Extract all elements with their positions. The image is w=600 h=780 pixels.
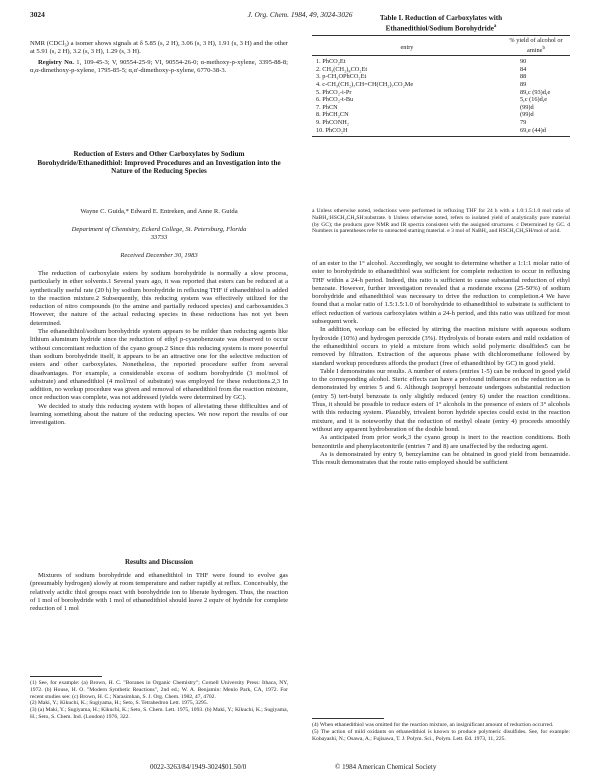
footnote-divider (30, 676, 102, 677)
table-cell-yield: 90 (520, 58, 527, 66)
table-cell-yield: (99)d (520, 103, 534, 111)
table-cell-entry: 1. PhCO₂Et (316, 58, 346, 66)
article-authors: Wayne C. Guida,* Edward E. Entreken, and Anne R. Guida (80, 208, 238, 215)
table-cell-entry: 9. PhCONH₂ (316, 119, 349, 127)
table-1 (312, 35, 570, 137)
table-header-row (312, 36, 570, 54)
table-cell-entry: 3. p-CH₃OPhCO₂Et (316, 73, 367, 81)
table-cell-entry: 5. PhCO₂-i-Pr (316, 88, 352, 96)
body-paragraph: As anticipated from prior work,3 the cyano group is inert to the reaction conditions. Both benzonitrile and phenylacetonitrile (entries 7 and 8) are unaffected by the reducing agent. (312, 434, 570, 450)
table-header-entry: entry (400, 44, 414, 51)
results-body (30, 572, 288, 613)
table-cell-yield: 88 (520, 73, 527, 81)
footnote: (2) Maki, Y.; Kikuchi, K.; Sugiyama, H.; Seto, S. Tetrahedron Lett. 1975, 3295. (30, 700, 209, 707)
table-caption (312, 14, 570, 33)
footnote: (5) The action of mild oxidants on ethanedithiol is known to produce polymeric disulfides. See, for example: Kobayashi, N.; Osawa, A.; Fujisawa, T. J. Polym. Sci., Polym. Lett. Ed. 1973, 11, 225. (312, 728, 570, 742)
table-header-rule (312, 55, 570, 56)
table-1-grid (312, 36, 570, 54)
footnote: (3) (a) Maki, Y.; Sugiyama, H.; Kikuchi, K.; Seto, S. Chem. Lett. 1975, 1093. (b) Maki, Y.; Kikuchi, K.; Sugiyama, H.; Seto, S. Chem. Ind. (London) 1976, 322. (30, 707, 288, 720)
table-header-yield: % yield of alcohol or amine$^b$ (509, 37, 563, 54)
table-bottom-rule (312, 136, 570, 137)
intro-paragraph: The ethanedithiol/sodium borohydride system appears to be milder than reducing agents like lithium aluminum hydride since the reduction of ethyl p-cyanobenzoate was observed to occur without concomitant reduction of the cyano group.2 Since this reducing system is more powerful than sodium borohydride itself, it appears to be an attractive one for the selective reduction of esters and other carboxylates. Nonetheless, the reported procedure suffer from several disadvantages. For example, a considerable excess of sodium borohydride (3 mol/mol of substrate) and ethanedithiol (4 mol/mol of substrate) was employed for these reductions.2,3 In addition, no workup procedure was given and removal of ethanedithiol from the reaction mixture, once reduction was complete, was not addressed (yields were determined by GC). (30, 328, 288, 402)
table-cell-entry: 7. PhCN (316, 103, 338, 111)
registry-label: Registry No. (38, 58, 74, 66)
table-cell-entry: 8. PhCH₂CN (316, 111, 349, 119)
table-cell-yield: (99)d (520, 111, 534, 119)
table-row (312, 111, 570, 119)
table-caption-line1: Table I. Reduction of Carboxylates with (379, 14, 503, 22)
table-row (312, 119, 570, 127)
registry-numbers (30, 59, 288, 76)
introduction-body (30, 270, 288, 428)
table-caption-line2: Ethanedithiol/Sodium Borohydride$^a$ (385, 23, 497, 32)
table-cell-entry: 2. CH₃(CH₂)₈CO₂Et (316, 65, 368, 73)
nmr-text: NMR (CDCl₃) a isomer shows signals at δ 5.85 (s, 2 H), 3.06 (s, 3 H), 1.91 (s, 3 H) and the other at 5.91 (s, 2 H), 3.2 (s, 3 H), 1.29 (s, 3 H). (30, 40, 288, 56)
article-title: Reduction of Esters and Other Carboxylates by Sodium Borohydride/Ethanedithiol: Improved Procedures and an Investigation into the Nature of the Reducing Species (37, 150, 281, 176)
footnote-divider-right (312, 718, 384, 719)
table-cell-entry: 10. PhCO₂H (316, 126, 348, 134)
table-row (312, 73, 570, 81)
body-paragraph: As is demonstrated by entry 9, benzylamine can be obtained in good yield from benzamide. This result demonstrates that the route ratio employed should be sufficient (312, 450, 570, 467)
footnotes-right (312, 722, 570, 742)
results-paragraph: Mixtures of sodium borohydride and ethanedithiol in THF were found to evolve gas (presumably hydrogen) slowly at room temperature and rather rapidly at reflux. Conceivably, the relatively acidic thiol groups react with borohydride ion to liberate hydrogen. Thus, the reaction of 1 mol of borohydride with 1 mol of ethanedithiol should leave 2 equiv of hydride for complete reduction of 1 mol (30, 572, 288, 613)
previous-article-tail (30, 40, 288, 75)
table-cell-yield: 69,e (44)d (520, 126, 546, 134)
intro-paragraph: The reduction of carboxylate esters by sodium borohydride is normally a slow process, particularly in ether solvents.1 Several years ago, it was reported that esters can be reduced at a synthetically useful rate (20 h) by sodium borohydride in refluxing THF if ethanedithiol is added to the reaction mixture.2 Subsequently, this reducing system was effectively utilized for the reduction of nitro compounds (to the amine and partially reduced species) and carboxamides.3 However, the nature of the actual reducing species in these reductions has not yet been determined. (30, 270, 288, 327)
table-row (312, 127, 570, 135)
registry-text: 1, 109-45-3; V, 90554-25-9; VI, 90554-26-0; α-methoxy-p-xylene, 3395-88-8; α,α-dimethoxy-p-xylene, 1795-85-5; α,α'-dimethoxy-p-xylene, 6770-38-3. (30, 58, 288, 74)
footnote: (4) When ethanedithiol was omitted for the reaction mixture, an insignificant amount of reduction occurred. (312, 722, 554, 728)
table-cell-yield: 79 (520, 119, 527, 127)
body-paragraph: of an ester to the 1° alcohol. Accordingly, we sought to determine whether a 1:1:1 molar ratio of ester to borohydride to ethanedithiol was sufficient for complete reduction to occur in refluxing THF within a 24-h period. Indeed, this ratio is sufficient to cause substantial reduction of ethyl benzoate. However, further investigation revealed that a moderate excess (25-50%) of sodium borohydride and ethanedithiol was necessary to drive the reduction to completion.4 We have found that a molar ratio of 1.5:1.5:1.0 of borohydride to ethanedithiol to substrate is sufficient to effect reduction of various carboxylates within a 24-h period, and this ratio was utilized for most subsequent work. (312, 260, 570, 326)
received-date: Received December 30, 1983 (120, 252, 198, 259)
article-affiliation: Department of Chemistry, Eckerd College, St. Petersburg, Florida 33733 (71, 226, 247, 242)
table-cell-yield: 84 (520, 65, 527, 73)
table-cell-yield: 5,c (16)d,e (520, 96, 548, 104)
table-row (312, 89, 570, 97)
body-paragraph: In addition, workup can be effected by stirring the reaction mixture with aqueous sodium hydroxide (10%) and hydrogen peroxide (3%). Hydrolysis of borate esters and mild oxidation of the ethanedithiol occurs to yield a mixture from which solid polymeric disulfides5 can be removed by filtration. Extraction of the aqueous phase with dichloromethane followed by standard workup procedures affords the product (free of ethanedithiol by GC) in good yield. (312, 326, 570, 367)
table-row (312, 66, 570, 74)
table-row (312, 96, 570, 104)
table-row (312, 104, 570, 112)
table-notes: a Unless otherwise noted, reductions were performed in refluxing THF for 24 h with a 1.0:1.5:1.0 mol ratio of NaBH₄:HSCH₂CH₂SH:substrate. b Unless otherwise noted, refers to isolated yield of analytically pure material (by GC); the products gave NMR and IR spectra consistent with the assigned structures. c Determined by GC. d Numbers in parentheses refer to unreacted starting material. e 3 mol of NaBH₄ and HSCH₂CH₂SH/mol of acid. (312, 208, 570, 235)
footnote: (1) See, for example: (a) Brown, H. C. "Boranes in Organic Chemistry"; Cornell University Press: Ithaca, NY, 1972. (b) House, H. O. "Modern Synthetic Reactions", 2nd ed.; W. A. Benjamin: Menlo Park, CA, 1972. For recent studies see: (c) Brown, H. C.; Narasimhan, S. J. Org. Chem. 1982, 47, 4702. (30, 680, 288, 700)
table-cell-yield: 89 (520, 81, 527, 89)
journal-citation: J. Org. Chem. 1984, 49, 3024-3026 (247, 10, 353, 19)
table-cell-entry: 6. PhCO₂-t-Bu (316, 96, 354, 104)
page-number: 3024 (30, 10, 45, 19)
table-cell-entry: 4. c-CH₃(CH₂)₇CH=CH(CH₂)₇CO₂Me (316, 81, 414, 89)
table-1-body (312, 58, 570, 134)
table-row (312, 58, 570, 66)
article-code: 0022-3263/84/1949-3024$01.50/0 (150, 763, 247, 771)
footnotes-left (30, 680, 288, 721)
section-heading: Results and Discussion (124, 558, 194, 566)
copyright: © 1984 American Chemical Society (335, 763, 437, 771)
table-cell-yield: 89,c (93)d,e (520, 88, 551, 96)
intro-paragraph: We decided to study this reducing system with hopes of alleviating these difficulties and of learning something about the nature of the reducing species. We now report the results of our investigation. (30, 402, 288, 427)
right-column-body (312, 260, 570, 467)
body-paragraph: Table I demonstrates our results. A number of esters (entries 1-5) can be reduced in good yield to the corresponding alcohol. Steric effects can have a profound influence on the reduction as is demonstrated by entries 5 and 6. Although isopropyl benzoate undergoes substantial reduction (entry 5) tert-butyl benzoate is only slightly reduced (entry 6) under the reaction conditions. Thus, it should be possible to reduce esters of 1° alcohols in the presence of esters of 3° alcohols with this reducing system. Plausibly, trivalent boron hydride species could exist in the reaction mixture, and it is noteworthy that the reduction of methyl oleate (entry 4) proceeds smoothly without any apparent hydroboration of the double bond. (312, 367, 570, 433)
table-row (312, 81, 570, 89)
